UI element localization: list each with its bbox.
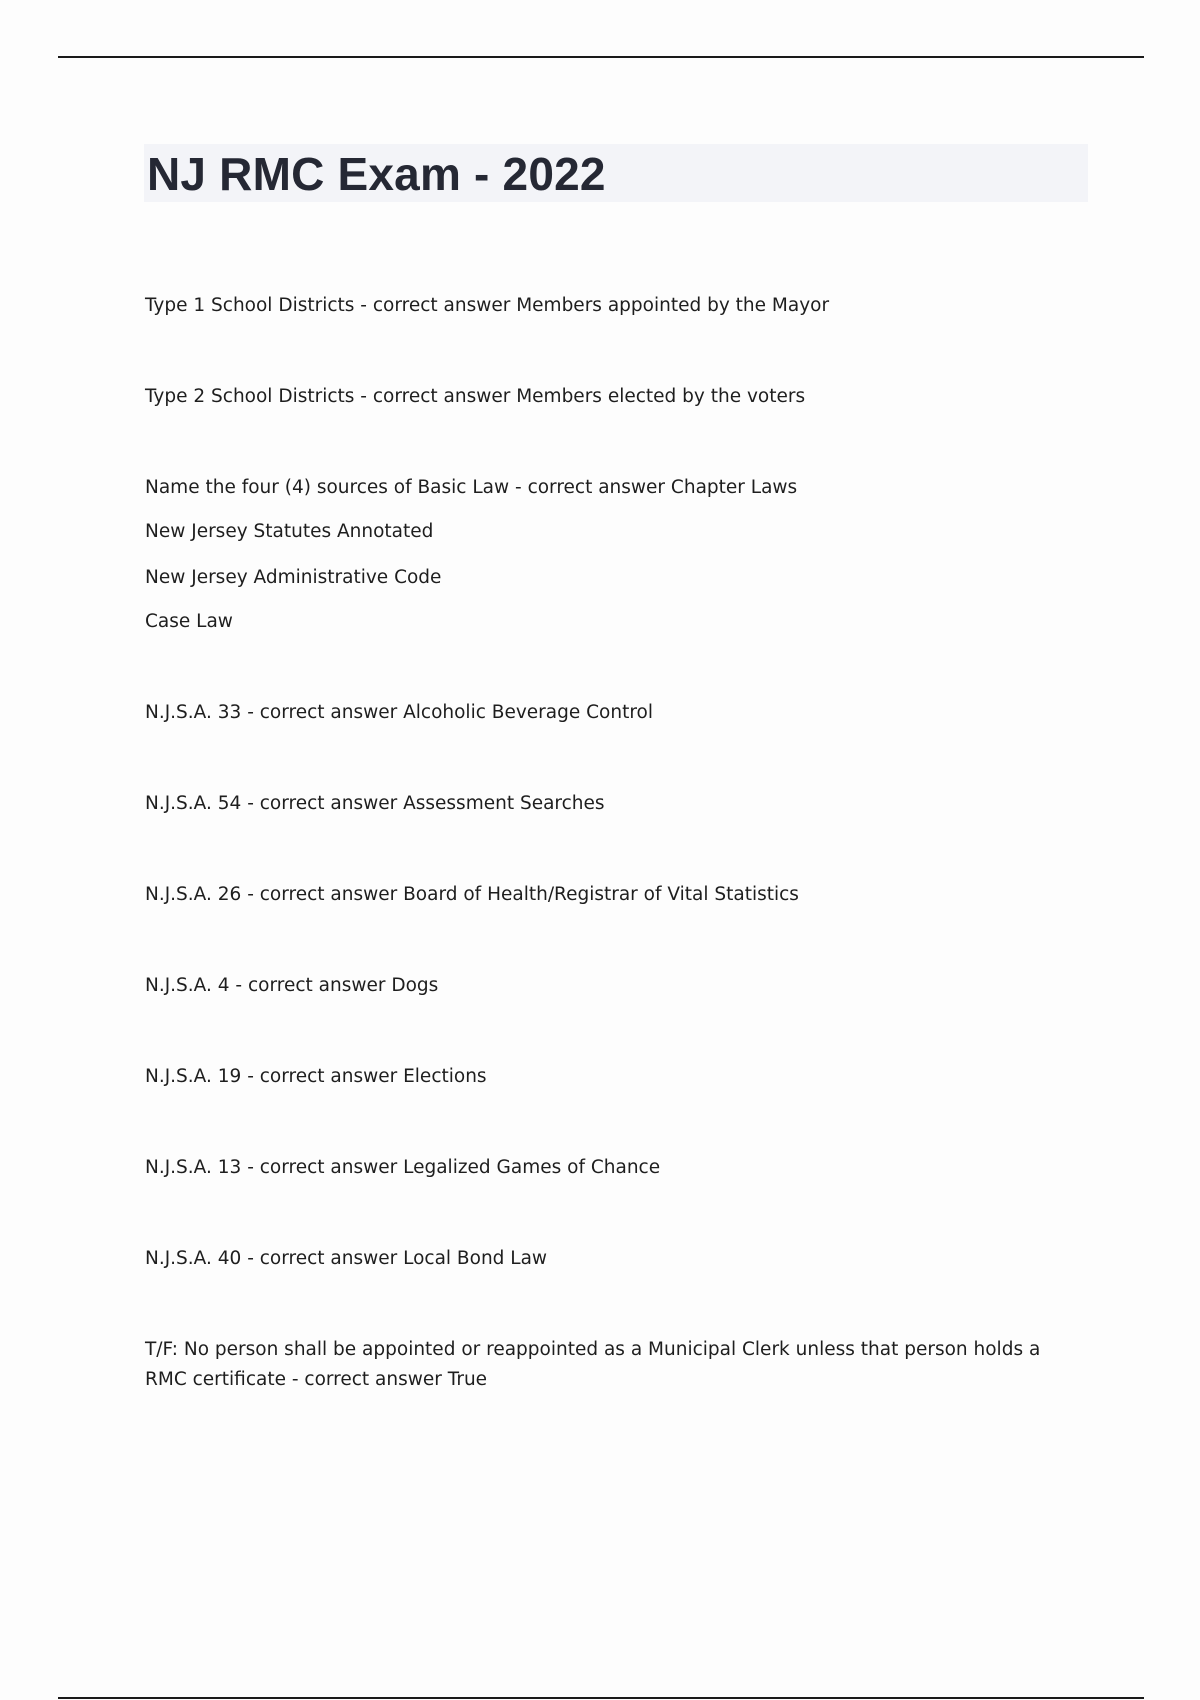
qa-entry-njsa-26: N.J.S.A. 26 - correct answer Board of Health/Registrar of Vital Statistics <box>145 884 799 905</box>
qa-entry-type1-school-districts: Type 1 School Districts - correct answer Members appointed by the Mayor <box>145 295 830 316</box>
qa-entry-basic-law-item: Case Law <box>145 611 233 632</box>
qa-entry-njsa-4: N.J.S.A. 4 - correct answer Dogs <box>145 975 439 996</box>
qa-entry-true-false-clerk: T/F: No person shall be appointed or reappointed as a Municipal Clerk unless that person holds a RMC certificate - correct answer True <box>145 1339 1041 1390</box>
qa-entry-njsa-33: N.J.S.A. 33 - correct answer Alcoholic Beverage Control <box>145 702 653 723</box>
qa-entry-njsa-54: N.J.S.A. 54 - correct answer Assessment Searches <box>145 793 605 814</box>
qa-entry-njsa-13: N.J.S.A. 13 - correct answer Legalized Games of Chance <box>145 1157 661 1178</box>
qa-entry-basic-law-sources: Name the four (4) sources of Basic Law - correct answer Chapter Laws <box>145 477 798 498</box>
qa-entry-type2-school-districts: Type 2 School Districts - correct answer Members elected by the voters <box>145 386 806 407</box>
qa-entry-basic-law-item: New Jersey Statutes Annotated <box>145 521 434 542</box>
top-rule <box>58 56 1144 58</box>
qa-entry-njsa-40: N.J.S.A. 40 - correct answer Local Bond Law <box>145 1248 548 1269</box>
qa-entry-basic-law-item: New Jersey Administrative Code <box>145 567 442 588</box>
page-title: NJ RMC Exam - 2022 <box>147 148 606 200</box>
bottom-rule <box>58 1697 1144 1699</box>
qa-entry-njsa-19: N.J.S.A. 19 - correct answer Elections <box>145 1066 487 1087</box>
